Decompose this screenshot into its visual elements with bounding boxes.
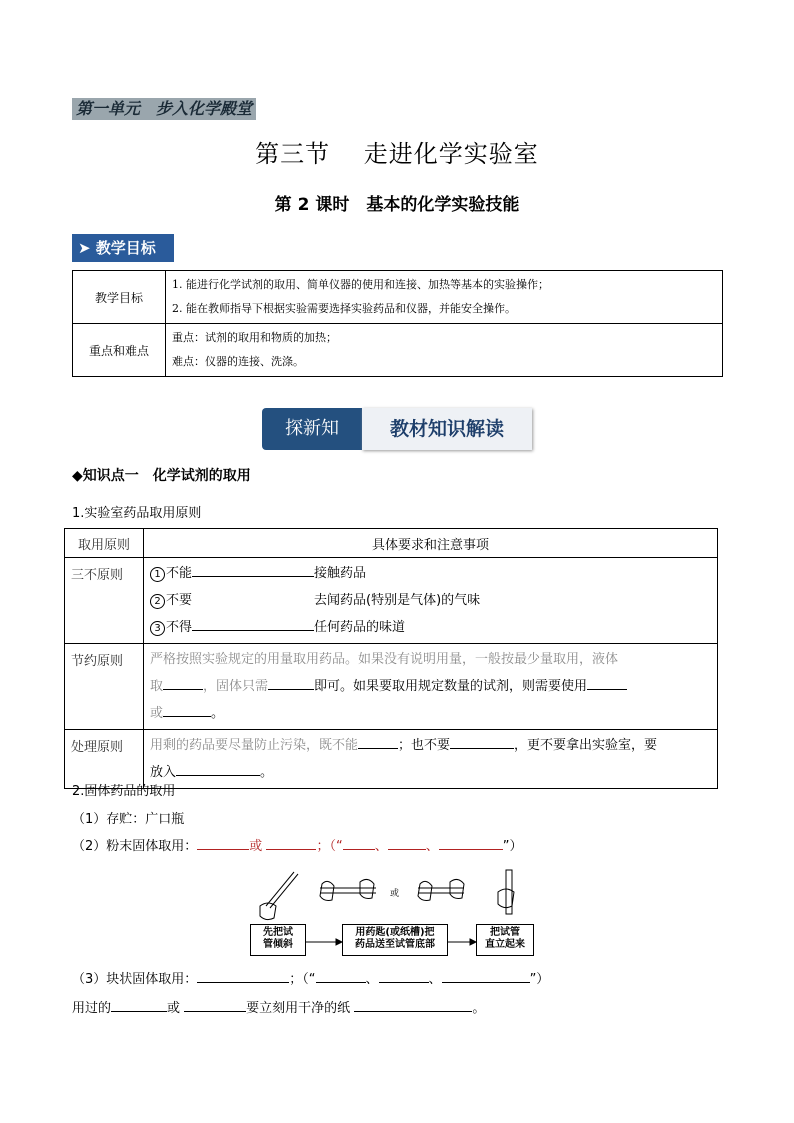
rule-2-text-1: 严格按照实验规定的用量取用药品。如果没有说明用量，一般按最少量取用，液体 <box>150 652 619 667</box>
step-1-line-2: 管倾斜 <box>263 939 293 950</box>
p4-open: ；（“ <box>316 839 343 854</box>
rule-1a <box>150 560 711 587</box>
paragraph-3: （1）存贮：广口瓶 <box>72 812 185 827</box>
blank <box>379 968 429 983</box>
key-point-line: 重点：试剂的取用和物质的加热； <box>172 331 337 344</box>
blank <box>268 675 314 690</box>
goal-line-2: 2. 能在教师指导下根据实验需要选择实验药品和仪器，并能安全操作。 <box>172 302 516 315</box>
circle-number: 2 <box>150 594 165 609</box>
section-banner <box>262 408 532 450</box>
step-3-line-2: 直立起来 <box>485 939 525 950</box>
rule-label-1: 三不原则 <box>65 558 144 644</box>
banner-left: 探新知 <box>262 408 362 450</box>
rules-header-2: 具体要求和注意事项 <box>144 529 718 558</box>
rule-1b-post: 去闻药品(特别是气体)的气味 <box>314 593 481 608</box>
blank <box>587 675 627 690</box>
circle-number: 1 <box>150 567 165 582</box>
rule-2-text-2c: 即可。如果要取用规定数量的试剂，则需要使用 <box>314 679 588 694</box>
step-3-box <box>476 924 534 956</box>
p5-sep2: 、 <box>428 972 442 987</box>
rule-1c <box>150 614 711 641</box>
blank <box>197 968 289 983</box>
rule-3-text-1b: ；也不要 <box>398 738 451 753</box>
teaching-goals-badge: ➤ 教学目标 <box>72 234 174 262</box>
p6-text: 要立刻用干净的纸 <box>246 1001 351 1016</box>
step-1-line-1: 先把试 <box>263 927 293 938</box>
circle-number: 3 <box>150 621 165 636</box>
rule-2-text-2b: ，固体只需 <box>203 679 269 694</box>
rule-2-line-3 <box>150 700 711 727</box>
paragraph-5 <box>72 968 549 987</box>
powder-procedure-figure <box>250 866 546 962</box>
p4-label: （2）粉末固体取用： <box>72 839 198 854</box>
blank <box>388 835 426 850</box>
rules-table <box>64 528 718 789</box>
goal-line-1: 1. 能进行化学试剂的取用、简单仪器的使用和连接、加热等基本的实验操作； <box>172 278 549 291</box>
rule-3-line-1 <box>150 732 711 759</box>
step-3-line-1: 把试管 <box>490 927 520 938</box>
unit-title: 第一单元 步入化学殿堂 <box>72 98 256 120</box>
blank <box>111 997 167 1012</box>
blank <box>197 835 249 850</box>
blank <box>163 702 211 717</box>
p4-or: 或 <box>249 839 263 854</box>
rule-1a-pre: 不能 <box>166 566 193 581</box>
rule-2-text-3a: 或 <box>150 706 164 721</box>
paragraph-6 <box>72 997 485 1016</box>
p6-or: 或 <box>167 1001 181 1016</box>
paragraph-1: 1.实验室药品取用原则 <box>72 506 202 521</box>
knowledge-point-title: ◆知识点一 化学试剂的取用 <box>72 468 251 484</box>
blank <box>450 734 514 749</box>
rule-1a-post: 接触药品 <box>314 566 367 581</box>
rule-1b-pre: 不要 <box>166 593 193 608</box>
paragraph-2: 2.固体药品的取用 <box>72 784 176 799</box>
blank <box>316 968 366 983</box>
figure-or: 或 <box>390 889 400 899</box>
rule-2-line-1 <box>150 646 711 673</box>
difficulty-line: 难点：仪器的连接、洗涤。 <box>172 355 304 368</box>
step-2-box <box>342 924 448 956</box>
p5-label: （3）块状固体取用： <box>72 972 198 987</box>
p4-sep2: 、 <box>425 839 439 854</box>
rules-header-1: 取用原则 <box>65 529 144 558</box>
p4-sep1: 、 <box>374 839 388 854</box>
rule-3-line-2 <box>150 759 711 786</box>
blank <box>192 562 314 577</box>
rule-2-text-3b: 。 <box>211 706 225 721</box>
rule-label-2: 节约原则 <box>65 644 144 730</box>
blank <box>163 675 203 690</box>
blank <box>439 835 503 850</box>
goals-table <box>72 270 723 377</box>
blank <box>442 968 530 983</box>
step-1-box <box>250 924 306 956</box>
step-2-line-1: 用药匙(或纸槽)把 <box>355 927 435 938</box>
blank <box>354 997 472 1012</box>
blank <box>192 616 314 631</box>
rule-2-text-2a: 取 <box>150 679 164 694</box>
lesson-title: 第 2 课时 基本的化学实验技能 <box>274 195 520 215</box>
p6-end: 。 <box>472 1001 486 1016</box>
p5-sep1: 、 <box>365 972 379 987</box>
blank <box>184 997 246 1012</box>
rule-2-line-2 <box>150 673 711 700</box>
rule-3-text-2a: 放入 <box>150 765 177 780</box>
rule-1c-pre: 不得 <box>166 620 193 635</box>
rule-label-3: 处理原则 <box>65 730 144 789</box>
rule-3-text-2b: 。 <box>260 765 274 780</box>
rule-3-text-1c: ，更不要拿出实验室，要 <box>514 738 658 753</box>
key-points-label: 重点和难点 <box>73 324 166 377</box>
rule-3-text-1a: 用剩的药品要尽量防止污染，既不能 <box>150 738 359 753</box>
rule-1c-post: 任何药品的味道 <box>314 620 406 635</box>
paragraph-4 <box>72 835 522 854</box>
p5-end: ”） <box>529 972 550 987</box>
section-title: 第三节 走进化学实验室 <box>255 140 539 168</box>
blank <box>343 835 375 850</box>
rule-1b <box>150 587 711 614</box>
goals-label: 教学目标 <box>73 271 166 324</box>
step-2-line-2: 药品送至试管底部 <box>355 939 435 950</box>
blank <box>266 835 316 850</box>
p6-label: 用过的 <box>72 1001 112 1016</box>
banner-right: 教材知识解读 <box>362 408 532 450</box>
p4-end: ”） <box>502 839 523 854</box>
blank <box>358 734 398 749</box>
blank <box>176 761 260 776</box>
p5-open: ；（“ <box>289 972 316 987</box>
